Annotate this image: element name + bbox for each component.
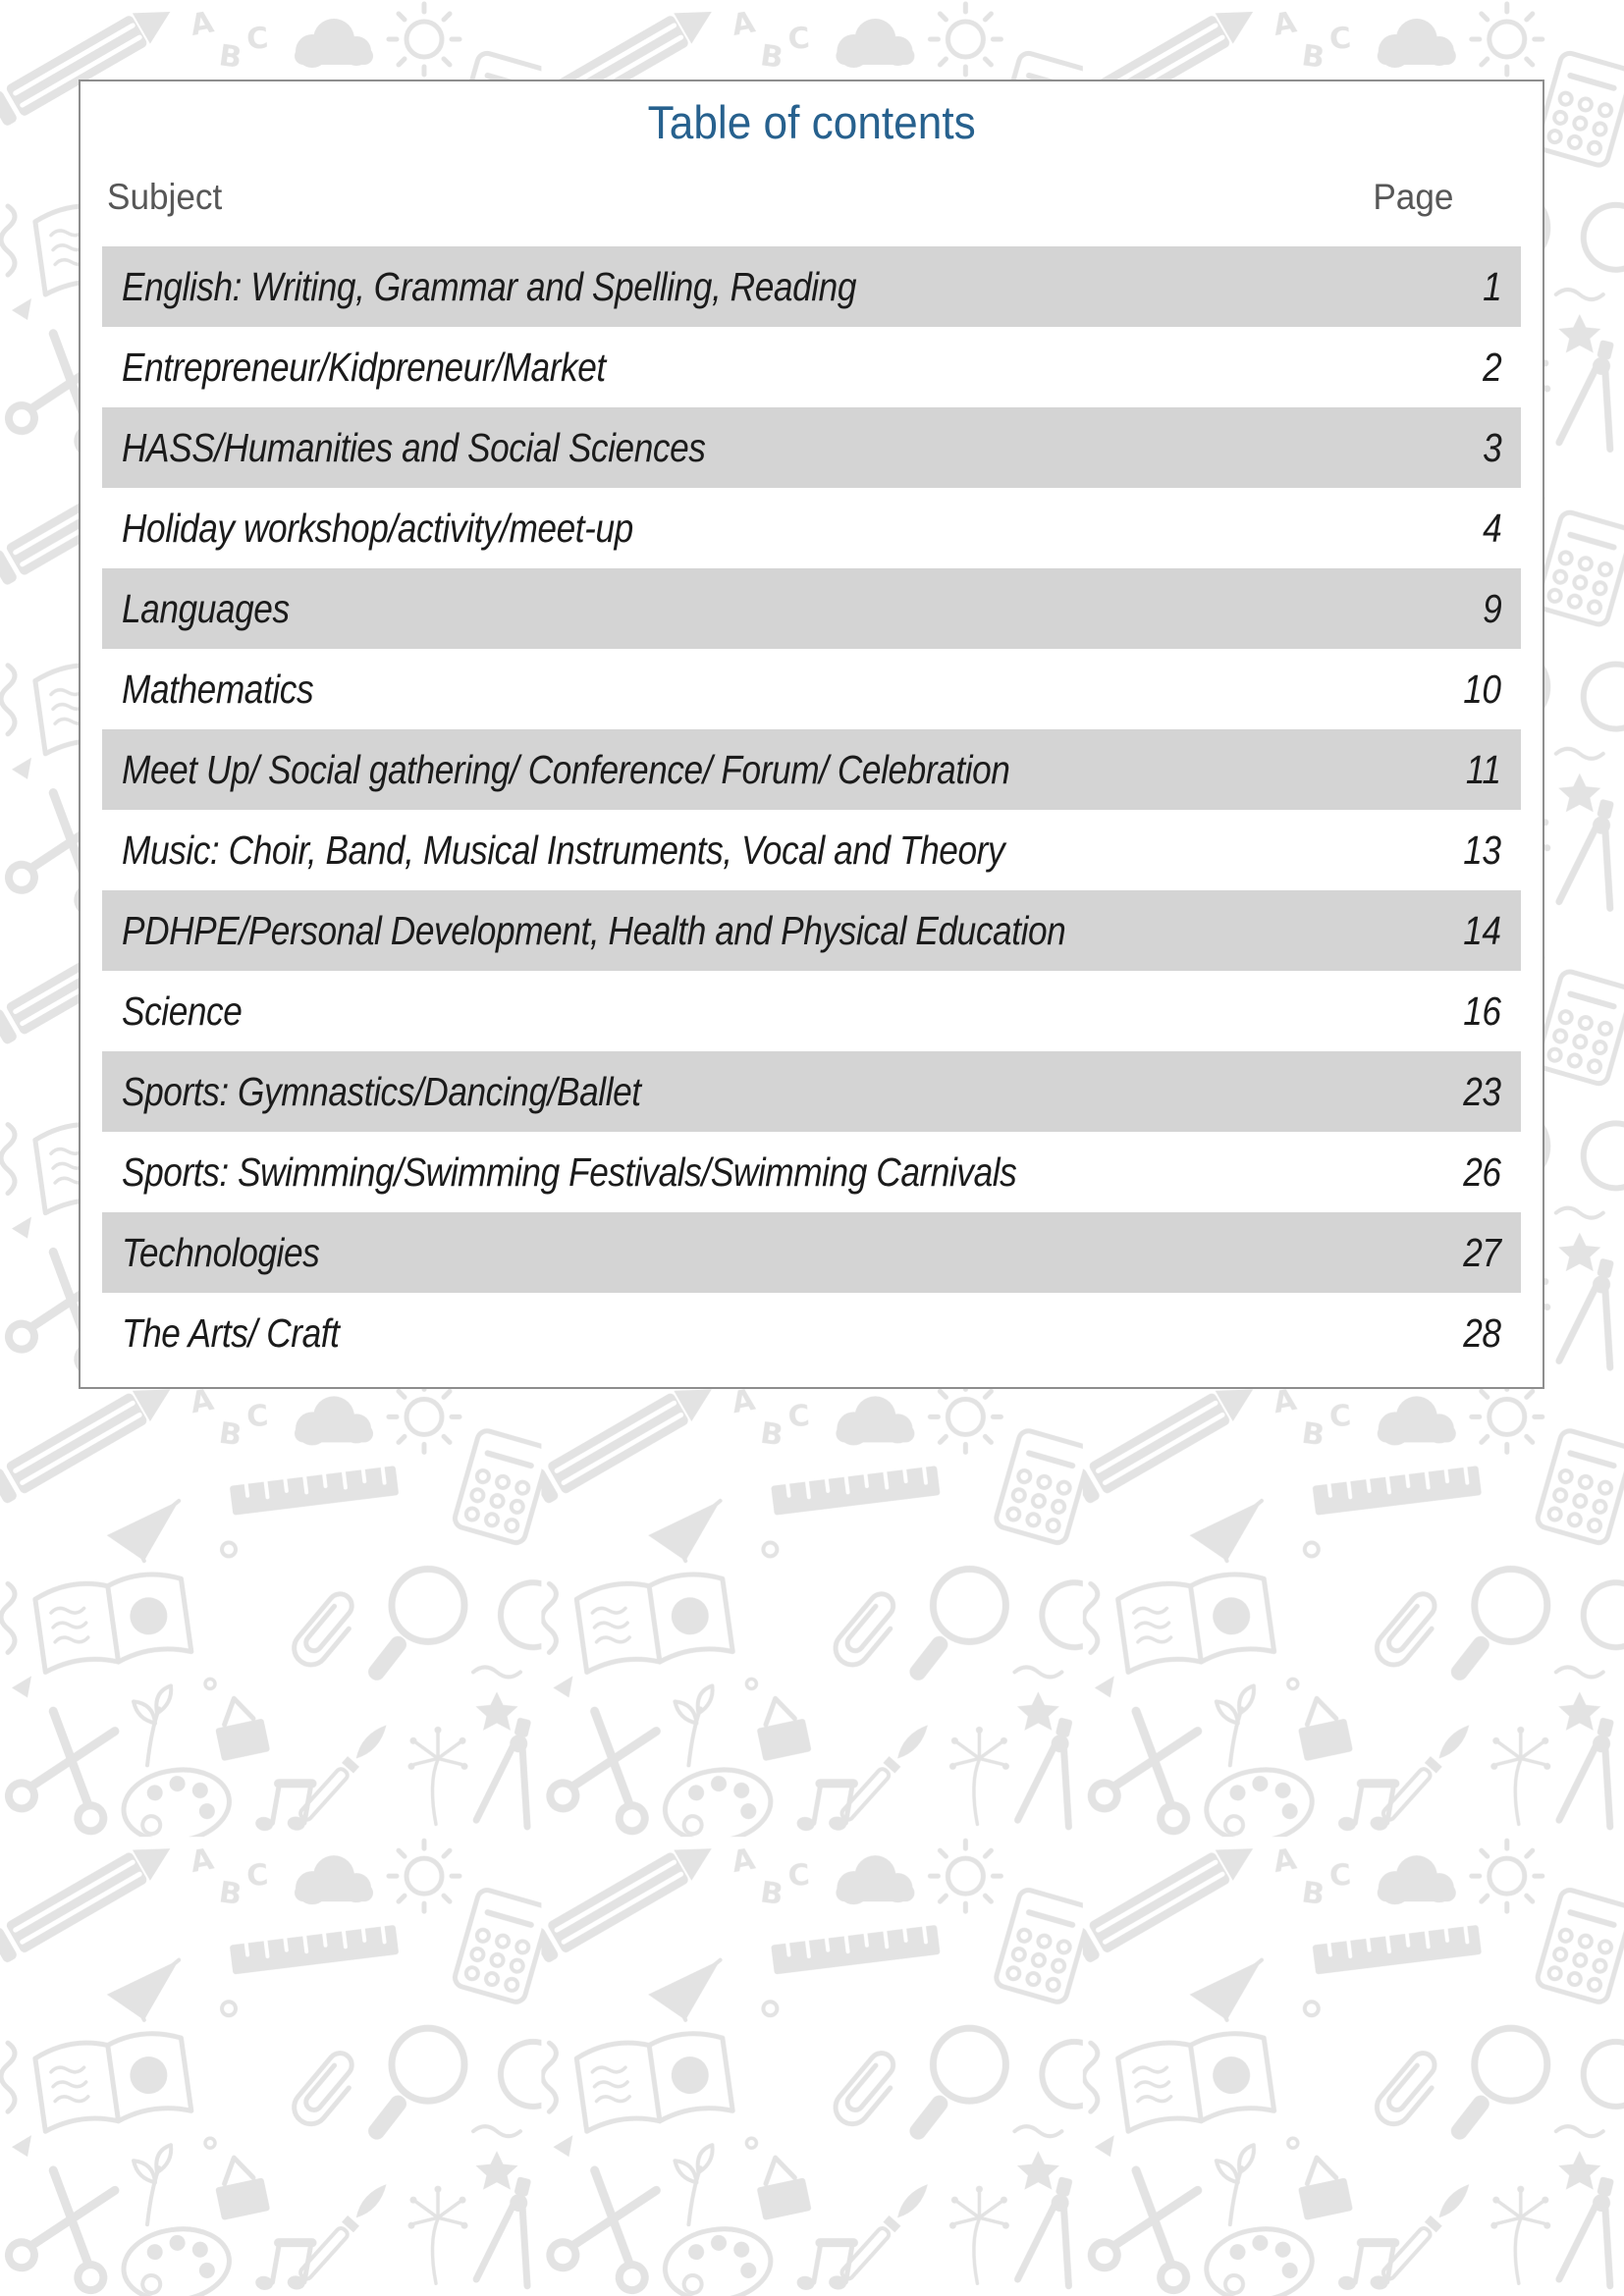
toc-subject: Mathematics (122, 666, 314, 712)
toc-page-number: 28 (1463, 1309, 1501, 1356)
toc-subject: Entrepreneur/Kidpreneur/Market (122, 344, 606, 390)
toc-subject: PDHPE/Personal Development, Health and Physical Education (122, 907, 1066, 953)
toc-row (102, 890, 1521, 971)
toc-page-number: 11 (1466, 746, 1501, 792)
toc-row (102, 246, 1521, 327)
toc-row (102, 488, 1521, 568)
toc-page-number: 26 (1463, 1148, 1501, 1195)
toc-row (102, 568, 1521, 649)
toc-row (102, 649, 1521, 729)
toc-subject: Holiday workshop/activity/meet-up (122, 505, 633, 551)
toc-subject: Music: Choir, Band, Musical Instruments, Vocal and Theory (122, 827, 1005, 873)
toc-row (102, 729, 1521, 810)
toc-page-number: 13 (1463, 827, 1501, 873)
toc-row (102, 1051, 1521, 1132)
toc-subject: Meet Up/ Social gathering/ Conference/ Forum/ Celebration (122, 746, 1010, 792)
subject-column-header: Subject (107, 177, 223, 217)
toc-page-number: 9 (1482, 585, 1501, 631)
toc-subject: English: Writing, Grammar and Spelling, Reading (122, 263, 857, 309)
toc-page-number: 23 (1463, 1068, 1501, 1114)
toc-rows (81, 246, 1543, 1373)
toc-page-number: 2 (1482, 344, 1501, 390)
page-column-header: Page (1372, 177, 1453, 217)
toc-subject: The Arts/ Craft (122, 1309, 340, 1356)
toc-page-number: 3 (1482, 424, 1501, 470)
toc-page-number: 27 (1463, 1229, 1501, 1275)
toc-subject: Sports: Gymnastics/Dancing/Ballet (122, 1068, 641, 1114)
toc-page-number: 1 (1482, 263, 1501, 309)
toc-page-number: 14 (1463, 907, 1501, 953)
toc-row (102, 971, 1521, 1051)
toc-row (102, 810, 1521, 890)
toc-subject: HASS/Humanities and Social Sciences (122, 424, 706, 470)
toc-subject: Sports: Swimming/Swimming Festivals/Swimming Carnivals (122, 1148, 1017, 1195)
table-header-row (81, 176, 1543, 219)
toc-subject: Technologies (122, 1229, 320, 1275)
toc-page-number: 16 (1463, 988, 1501, 1034)
toc-row (102, 1212, 1521, 1293)
toc-subject: Languages (122, 585, 290, 631)
toc-row (102, 1132, 1521, 1212)
toc-row (102, 327, 1521, 407)
toc-subject: Science (122, 988, 243, 1034)
toc-page-number: 10 (1463, 666, 1501, 712)
toc-card (79, 80, 1544, 1389)
toc-row (102, 407, 1521, 488)
toc-row (102, 1293, 1521, 1373)
toc-page-number: 4 (1482, 505, 1501, 551)
page-title: Table of contents (647, 96, 976, 148)
